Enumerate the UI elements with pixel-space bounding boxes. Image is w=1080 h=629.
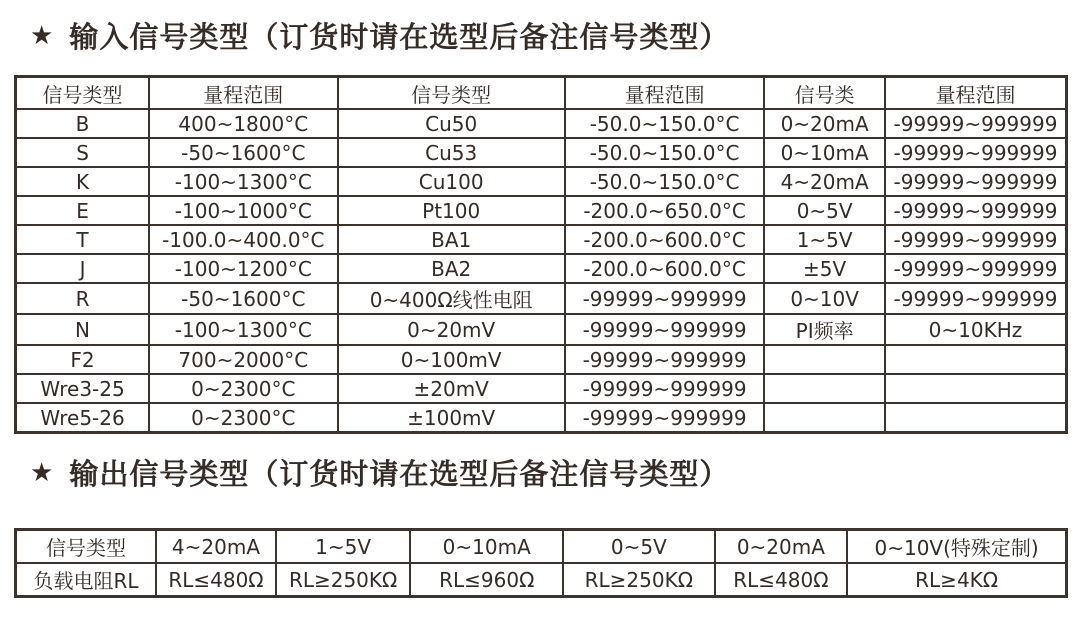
table-row (16, 167, 1067, 196)
table-cell: -100~1000°C (149, 196, 337, 225)
table-cell: 1~5V (276, 530, 411, 564)
table-cell (885, 403, 1067, 433)
table-cell: PI频率 (764, 314, 885, 345)
table-row (16, 345, 1067, 374)
table-cell: N (16, 314, 150, 345)
table-cell: RL≥4KΩ (847, 563, 1066, 597)
input-section-title-text: 输入信号类型（订货时请在选型后备注信号类型） (69, 19, 730, 54)
table-row (16, 374, 1067, 403)
table-cell: S (16, 138, 150, 167)
table-row (16, 314, 1067, 345)
table-cell: -99999~999999 (565, 345, 764, 374)
output-load-resistance-row (16, 563, 1067, 597)
table-cell: -50~1600°C (149, 283, 337, 314)
table-cell: -200.0~600.0°C (565, 225, 764, 254)
table-cell: 0~100mV (338, 345, 565, 374)
column-header: 量程范围 (885, 77, 1067, 110)
table-cell (764, 403, 885, 433)
table-cell: BA1 (338, 225, 565, 254)
table-cell: 0~10V(特殊定制) (847, 530, 1066, 564)
table-cell: RL≥250KΩ (276, 563, 411, 597)
table-row (16, 254, 1067, 283)
table-cell: Cu53 (338, 138, 565, 167)
table-cell: RL≤480Ω (156, 563, 276, 597)
table-cell: J (16, 254, 150, 283)
table-cell (885, 374, 1067, 403)
star-icon: ★ (30, 21, 55, 51)
table-cell: 4~20mA (764, 167, 885, 196)
table-cell: -100~1200°C (149, 254, 337, 283)
column-header: 量程范围 (149, 77, 337, 110)
table-cell: -100~1300°C (149, 314, 337, 345)
table-cell: -99999~999999 (565, 314, 764, 345)
table-row (16, 283, 1067, 314)
table-cell: -50.0~150.0°C (565, 138, 764, 167)
table-cell: ±100mV (338, 403, 565, 433)
column-header: 量程范围 (565, 77, 764, 110)
table-cell: 0~400Ω线性电阻 (338, 283, 565, 314)
table-cell: BA2 (338, 254, 565, 283)
column-header: 信号类型 (16, 77, 150, 110)
table-cell: RL≤960Ω (410, 563, 563, 597)
table-cell: -99999~999999 (885, 167, 1067, 196)
table-cell: 0~20mA (715, 530, 848, 564)
table-cell: -99999~999999 (885, 196, 1067, 225)
output-signal-type-row (16, 530, 1067, 564)
table-cell: 4~20mA (156, 530, 276, 564)
table-cell: -99999~999999 (885, 254, 1067, 283)
row-label: 负载电阻RL (16, 563, 157, 597)
table-cell: -100~1300°C (149, 167, 337, 196)
table-cell (885, 345, 1067, 374)
table-cell: T (16, 225, 150, 254)
table-cell: ±20mV (338, 374, 565, 403)
output-section-title-text: 输出信号类型（订货时请在选型后备注信号类型） (69, 456, 730, 491)
table-cell: -100.0~400.0°C (149, 225, 337, 254)
table-cell: -99999~999999 (885, 109, 1067, 138)
table-cell: Cu100 (338, 167, 565, 196)
table-cell: -99999~999999 (565, 403, 764, 433)
table-cell: 0~10V (764, 283, 885, 314)
table-cell: -50.0~150.0°C (565, 167, 764, 196)
table-cell: Cu50 (338, 109, 565, 138)
table-row (16, 403, 1067, 433)
table-cell: ±5V (764, 254, 885, 283)
table-cell: 0~2300°C (149, 374, 337, 403)
table-cell: Wre3-25 (16, 374, 150, 403)
table-cell: F2 (16, 345, 150, 374)
table-cell: 0~20mV (338, 314, 565, 345)
table-cell: 0~2300°C (149, 403, 337, 433)
table-cell: RL≥250KΩ (563, 563, 715, 597)
table-cell: 0~10mA (764, 138, 885, 167)
table-cell: 0~10mA (410, 530, 563, 564)
table-cell: -50~1600°C (149, 138, 337, 167)
table-row (16, 109, 1067, 138)
table-cell: Pt100 (338, 196, 565, 225)
input-table-header-row (16, 77, 1067, 110)
table-cell (764, 374, 885, 403)
output-section-title (30, 453, 729, 491)
table-cell: RL≤480Ω (715, 563, 848, 597)
table-cell: Wre5-26 (16, 403, 150, 433)
table-cell: 0~5V (563, 530, 715, 564)
table-cell: -99999~999999 (885, 283, 1067, 314)
table-cell (764, 345, 885, 374)
table-cell: R (16, 283, 150, 314)
table-cell: E (16, 196, 150, 225)
star-icon: ★ (30, 458, 55, 488)
row-label: 信号类型 (16, 530, 157, 564)
table-cell: 0~10KHz (885, 314, 1067, 345)
table-cell: 1~5V (764, 225, 885, 254)
input-signal-table (14, 75, 1068, 434)
input-section-title (30, 16, 729, 54)
table-cell: -200.0~650.0°C (565, 196, 764, 225)
table-cell: 400~1800°C (149, 109, 337, 138)
table-cell: -99999~999999 (565, 283, 764, 314)
table-cell: B (16, 109, 150, 138)
table-row (16, 225, 1067, 254)
table-cell: -50.0~150.0°C (565, 109, 764, 138)
table-cell: -200.0~600.0°C (565, 254, 764, 283)
table-cell: 0~5V (764, 196, 885, 225)
table-row (16, 196, 1067, 225)
table-cell: 0~20mA (764, 109, 885, 138)
table-cell: -99999~999999 (885, 225, 1067, 254)
column-header: 信号类 (764, 77, 885, 110)
table-row (16, 138, 1067, 167)
table-cell: -99999~999999 (565, 374, 764, 403)
table-cell: -99999~999999 (885, 138, 1067, 167)
output-signal-table (14, 528, 1068, 598)
column-header: 信号类型 (338, 77, 565, 110)
table-cell: 700~2000°C (149, 345, 337, 374)
table-cell: K (16, 167, 150, 196)
